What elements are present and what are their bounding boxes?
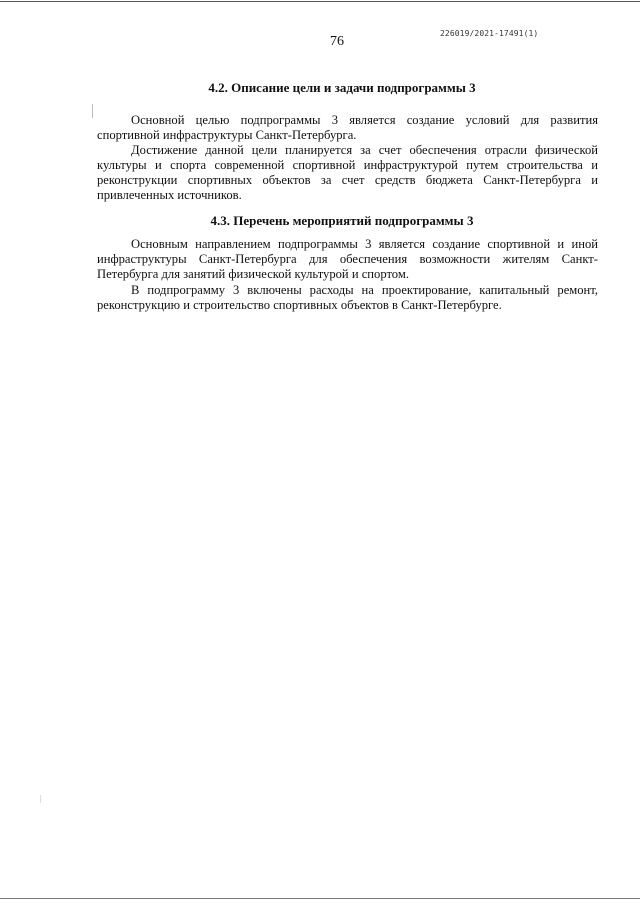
scan-mark — [92, 104, 93, 118]
paragraph-goal: Основной целью подпрограммы 3 является создание условий для развития спортивной инфраструктуры Санкт-Петербурга. — [97, 113, 598, 142]
paragraph-achievement: Достижение данной цели планируется за счет обеспечения отрасли физической культуры и спорта современной спортивной инфраструктурой путем строительства и реконструкции спортивных объектов за счет средств бюджета Санкт-Петербурга и привлеченных источников. — [97, 143, 598, 202]
bottom-scan-edge — [0, 898, 640, 899]
top-scan-edge — [0, 1, 640, 2]
document-registration-code: 226019/2021-17491(1) — [440, 29, 539, 38]
section-heading-activities: 4.3. Перечень мероприятий подпрограммы 3 — [210, 213, 474, 228]
section-heading-goal: 4.2. Описание цели и задачи подпрограммы 3 — [208, 80, 476, 95]
page-number: 76 — [330, 34, 344, 49]
scan-mark — [40, 795, 41, 803]
paragraph-expenses: В подпрограмму 3 включены расходы на проектирование, капитальный ремонт, реконструкцию и строительство спортивных объектов в Санкт-Петербурге. — [97, 283, 598, 312]
paragraph-main-direction: Основным направлением подпрограммы 3 является создание спортивной и иной инфраструктуры Санкт-Петербурга для обеспечения возможности жителям Санкт-Петербурга для занятий физической культурой и спортом. — [97, 237, 598, 281]
